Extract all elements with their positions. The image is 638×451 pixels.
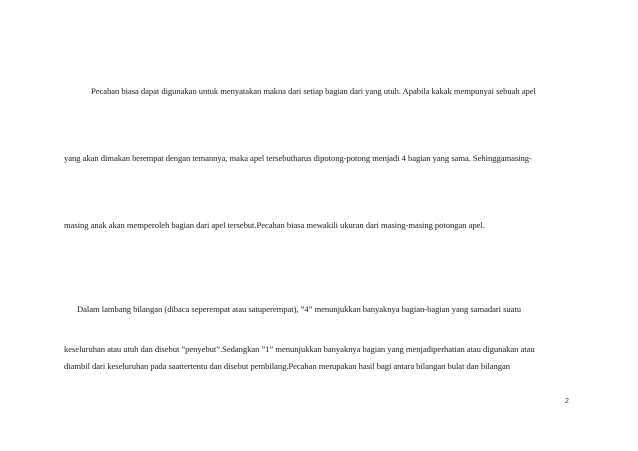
paragraph-2-line-3: diambil dari keseluruhan pada saattertentu dan disebut pembilang.Pecahan merupakan hasil bagi antara bilangan bulat dan bilangan: [64, 361, 511, 371]
page-number: 2: [565, 398, 569, 405]
paragraph-1-line-3: masing anak akan memperoleh bagian dari apel tersebut.Pecahan biasa mewakili ukuran dari masing-masing potongan apel.: [64, 220, 485, 230]
paragraph-1-line-2: yang akan dimakan berempat dengan temannya, maka apel tersebutharus dipotong-potong menjadi 4 bagian yang sama. Sehinggamasing-: [64, 153, 532, 163]
paragraph-1-line-1: Pecahan biasa dapat digunakan untuk menyatakan makna dari setiap bagian dari yang utuh. Apabila kakak mempunyai sebuah apel: [91, 86, 536, 96]
paragraph-2-line-2: keseluruhan atau utuh dan disebut ”penyebut”.Sedangkan ”1” menunjukkan banyaknya bagian yang menjadiperhatian atau digunakan atau: [64, 344, 535, 354]
paragraph-2-line-1: Dalam lambang bilangan (dibaca seperempat atau satuperempat), ”4” menunjukkan banyaknya bagian-bagian yang samadari suatu: [77, 304, 521, 314]
